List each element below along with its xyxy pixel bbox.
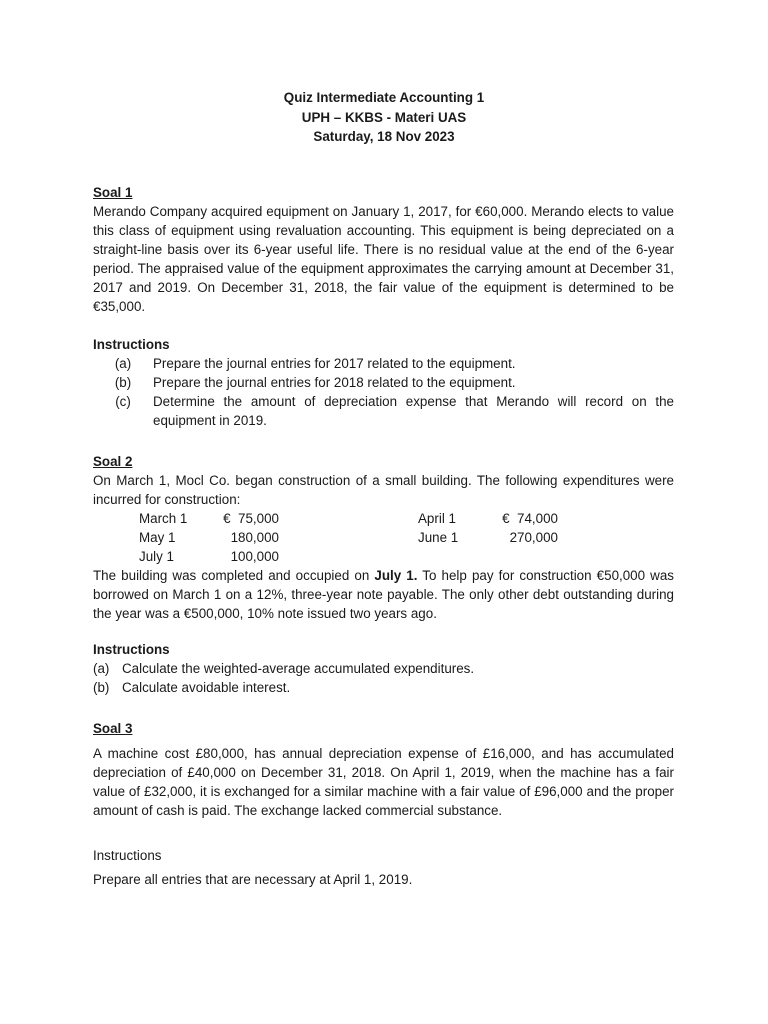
soal-3-body: A machine cost £80,000, has annual depreciation expense of £16,000, and has accumulated depreciation of £40,000 on December 31, 2018. On April 1, 2019, when the machine has a fair value of £32,000, it is exchanged for a similar machine with a fair value of £96,000 and the proper amount of cash is paid. The exchange lacked commercial substance. bbox=[93, 746, 674, 818]
list-marker: (b) bbox=[114, 375, 132, 390]
expenditure-amount: € 74,000 bbox=[502, 511, 558, 526]
list-item-text: Calculate avoidable interest. bbox=[122, 680, 291, 695]
soal-2-instruction-b bbox=[93, 678, 674, 697]
quiz-subtitle: UPH – KKBS - Materi UAS bbox=[301, 109, 467, 125]
soal-2-instruction-a bbox=[93, 659, 674, 678]
quiz-date: Saturday, 18 Nov 2023 bbox=[313, 129, 455, 144]
soal-1-instruction-c bbox=[93, 392, 674, 430]
expenditure-date: June 1 bbox=[418, 530, 459, 545]
list-item-text: Prepare the journal entries for 2017 related to the equipment. bbox=[153, 356, 516, 371]
soal-1-instruction-a bbox=[93, 354, 674, 373]
body-text: To help pay for construction €50,000 was borrowed on March 1 on a 12%, three-year note payable. The only other debt outstanding during the year was a €500,000, 10% note issued two years ago. bbox=[93, 568, 674, 621]
list-marker: (a) bbox=[114, 356, 132, 371]
expenditure-date: May 1 bbox=[139, 530, 176, 545]
soal-1-instructions-heading: Instructions bbox=[93, 337, 170, 352]
expenditure-amount: € 75,000 bbox=[223, 511, 279, 526]
expenditure-date: March 1 bbox=[139, 511, 188, 526]
document-header bbox=[0, 88, 768, 147]
list-marker: (a) bbox=[93, 661, 110, 676]
expenditures-table bbox=[93, 509, 674, 566]
soal-2-intro: On March 1, Mocl Co. began construction of a small building. The following expenditures were incurred for construction: bbox=[93, 473, 674, 507]
expenditure-amount: 100,000 bbox=[230, 549, 279, 564]
expenditure-date: July 1 bbox=[139, 549, 174, 564]
expenditure-amount: 270,000 bbox=[509, 530, 558, 545]
list-item-text: Prepare the journal entries for 2018 related to the equipment. bbox=[153, 375, 516, 390]
soal-1-body: Merando Company acquired equipment on January 1, 2017, for €60,000. Merando elects to value this class of equipment using revaluation accounting. This equipment is being depreciated on a straight-line basis over its 6-year useful life. There is no residual value at the end of the 6-year period. The appraised value of the equipment approximates the carrying amount at December 31, 2017 and 2019. On December 31, 2018, the fair value of the equipment is determined to be €35,000. bbox=[93, 204, 674, 314]
expenditure-amount: 180,000 bbox=[230, 530, 279, 545]
list-marker: (c) bbox=[115, 394, 131, 409]
soal-1-instruction-b bbox=[93, 373, 674, 392]
soal-3-section bbox=[93, 719, 674, 889]
list-item-text: Determine the amount of depreciation expense that Merando will record on the equipment in 2019. bbox=[153, 394, 674, 428]
quiz-title: Quiz Intermediate Accounting 1 bbox=[283, 90, 485, 105]
body-text: The building was completed and occupied on bbox=[93, 568, 375, 583]
soal-1-heading: Soal 1 bbox=[93, 185, 133, 200]
expenditure-date: April 1 bbox=[418, 511, 456, 526]
soal-3-heading: Soal 3 bbox=[93, 721, 133, 736]
soal-2-section bbox=[93, 452, 674, 697]
soal-2-heading: Soal 2 bbox=[93, 454, 133, 469]
body-bold-text: July 1. bbox=[374, 568, 418, 583]
list-marker: (b) bbox=[93, 680, 110, 695]
soal-3-instruction-text: Prepare all entries that are necessary at April 1, 2019. bbox=[93, 872, 413, 887]
list-item-text: Calculate the weighted-average accumulated expenditures. bbox=[122, 661, 475, 676]
soal-3-instructions-heading: Instructions bbox=[93, 848, 162, 863]
soal-2-instructions-heading: Instructions bbox=[93, 642, 170, 657]
soal-1-section bbox=[93, 183, 674, 430]
soal-2-body bbox=[93, 566, 674, 623]
